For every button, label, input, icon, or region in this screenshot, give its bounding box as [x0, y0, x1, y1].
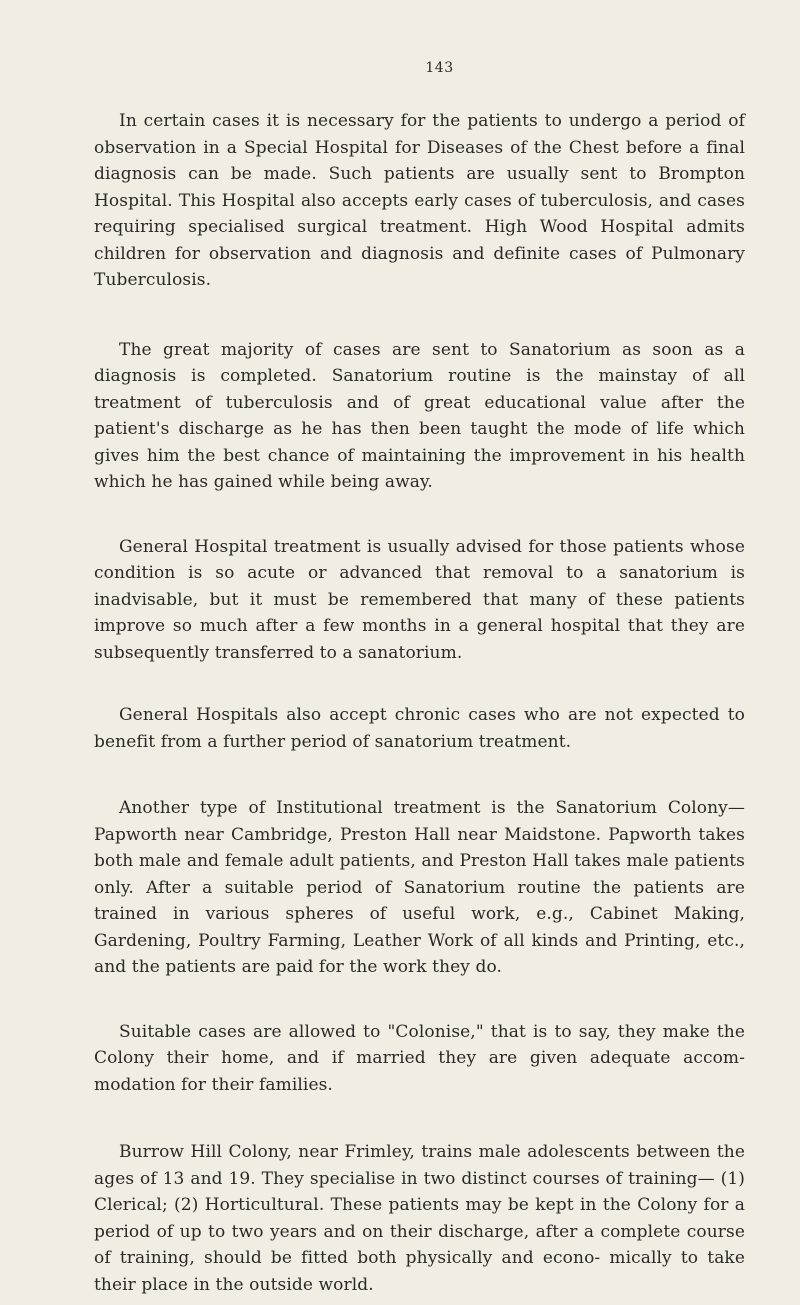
paragraph-sanatorium: The great majority of cases are sent to Sanatorium as soon as a diagnosis is completed. Sanatorium routine is the mainstay of all treatment of tuberculosis and of great educational value after the patient's discharge as he has then been taught the mode of life which gives him the best chance of maintaining the improvement in his health which he has gained while being away. — [94, 339, 745, 492]
paragraph-sanatorium-colony: Another type of Institutional treatment is the Sanatorium Colony— Papworth near Cambridge, Preston Hall near Maidstone. Papworth takes both male and female adult patients, and Preston Hall takes male patients only. After a suitable period of Sanatorium routine the patients are trained in various spheres of useful work, e.g., Cabinet Making, Gardening, Poultry Farming, Leather Work of all kinds and Printing, etc., and the patients are paid for the work they do. — [94, 798, 745, 977]
paragraph-special-hospital: In certain cases it is necessary for the patients to undergo a period of observation in a Special Hospital for Diseases of the Chest before a final diagnosis can be made. Such patients are usually sent to Brompton Hospital. This Hospital also accepts early cases of tuberculosis, and cases requiring specialised surgical treatment. High Wood Hospital admits children for observation and diagnosis and definite cases of Pulmonary Tuberculosis. — [94, 111, 745, 290]
page-number: 143 — [425, 60, 454, 76]
paragraph-general-hospital-treatment: General Hospital treatment is usually advised for those patients whose condition is so acute or advanced that removal to a sanatorium is inadvisable, but it must be remembered that many of these patients improve so much after a few months in a general hospital that they are subsequently transferred to a sanatorium. — [94, 536, 745, 663]
paragraph-chronic-cases: General Hospitals also accept chronic cases who are not expected to benefit from a further period of sanatorium treatment. — [94, 705, 745, 752]
paragraph-colonise: Suitable cases are allowed to "Colonise," that is to say, they make the Colony their home, and if married they are given adequate accom- modation for their families. — [94, 1021, 745, 1095]
paragraph-burrow-hill: Burrow Hill Colony, near Frimley, trains male adolescents between the ages of 13 and 19. They specialise in two distinct courses of training— (1) Clerical; (2) Horticultural. These patients may be kept in the Colony for a period of up to two years and on their discharge, after a complete course of training, should be fitted both physically and econo- mically to take their place in the outside world. — [94, 1142, 745, 1295]
